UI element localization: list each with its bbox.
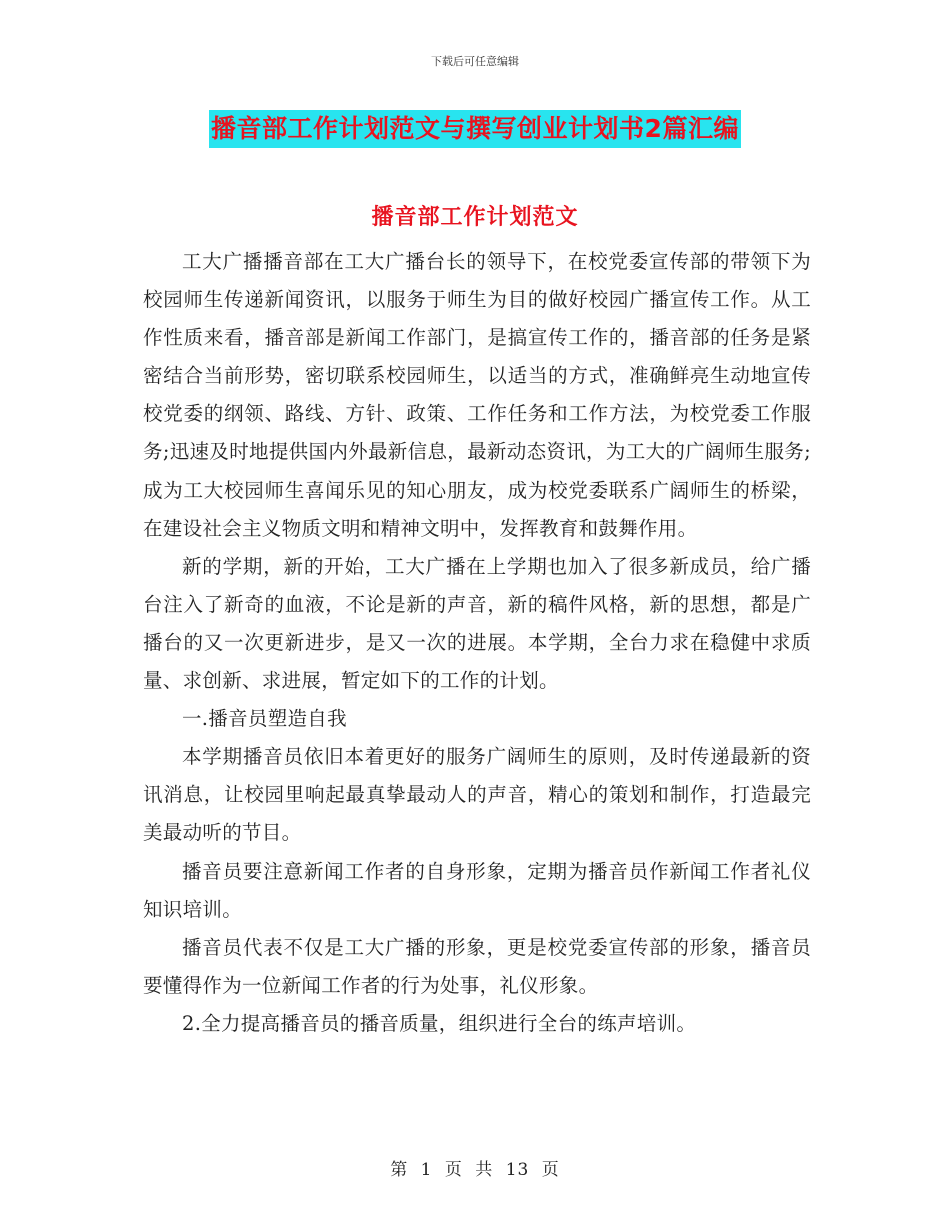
paragraph: 工大广播播音部在工大广播台长的领导下，在校党委宣传部的带领下为校园师生传递新闻资讯，以服务于师生为目的做好校园广播宣传工作。从工作性质来看，播音部是新闻工作部门，是搞宣传工作的，播音部的任务是紧密结合当前形势，密切联系校园师生，以适当的方式，准确鲜亮生动地宣传校党委的纲领、路线、方针、政策、工作任务和工作方法，为校党委工作服务;迅速及时地提供国内外最新信息，最新动态资讯，为工大的广阔师生服务;成为工大校园师生喜闻乐见的知心朋友，成为校党委联系广阔师生的桥梁，在建设社会主义物质文明和精神文明中，发挥教育和鼓舞作用。 — [143, 250, 811, 540]
paragraph-heading: 一.播音员塑造自我 — [182, 707, 347, 731]
page-footer: 第 1 页 共 13 页 — [390, 1160, 560, 1180]
document-title: 播音部工作计划范文与撰写创业计划书2篇汇编 — [209, 110, 741, 148]
body-text — [143, 243, 811, 1043]
document-title-container — [0, 110, 950, 148]
paragraph: 本学期播音员依旧本着更好的服务广阔师生的原则，及时传递最新的资讯消息，让校园里响起最真挚最动人的声音，精心的策划和制作，打造最完美最动听的节目。 — [143, 745, 811, 845]
paragraph: 2.全力提高播音员的播音质量，组织进行全台的练声培训。 — [182, 1011, 697, 1035]
header-note: 下载后可任意编辑 — [431, 55, 519, 68]
paragraph: 播音员代表不仅是工大广播的形象，更是校党委宣传部的形象，播音员要懂得作为一位新闻工作者的行为处事，礼仪形象。 — [143, 935, 811, 997]
paragraph: 播音员要注意新闻工作者的自身形象，定期为播音员作新闻工作者礼仪知识培训。 — [143, 859, 811, 921]
paragraph: 新的学期，新的开始，工大广播在上学期也加入了很多新成员，给广播台注入了新奇的血液，不论是新的声音，新的稿件风格，新的思想，都是广播台的又一次更新进步，是又一次的进展。本学期，全台力求在稳健中求质量、求创新、求进展，暂定如下的工作的计划。 — [143, 554, 811, 693]
section-title: 播音部工作计划范文 — [371, 205, 579, 230]
